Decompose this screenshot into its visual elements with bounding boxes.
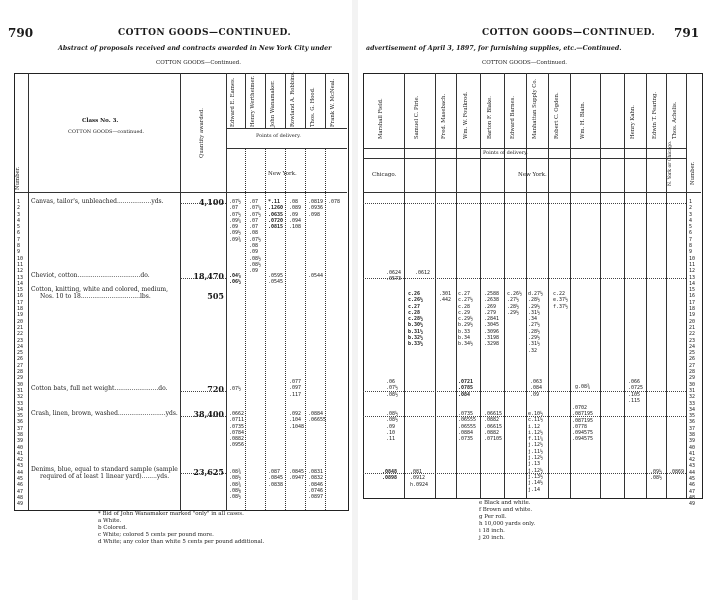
footnote-left-2: a White. xyxy=(98,518,122,524)
bidder-masebach: Fred. Masebach. xyxy=(441,93,447,139)
footnote-right-3: g Per roll. xyxy=(479,514,507,520)
qty-crash: 38,400 xyxy=(193,409,224,419)
bids-knitting-barnes: c.26½ .27½ .28½ .29½ xyxy=(507,291,523,316)
item-cotton-bats: Cotton bats, full net weight.......................do. xyxy=(31,385,168,392)
footnote-left-1: * Bid of John Wanamaker marked "only" in all cases. xyxy=(98,511,244,517)
bids-crash-ogden: .0702 .087195 .087195 .0778 .094575 .094575 xyxy=(572,405,594,443)
footnote-left-4: c White; colored 5 cents per pound more. xyxy=(98,532,214,538)
qty-denims: 23,625 xyxy=(193,467,224,477)
bidder-kahn: Henry Kahn. xyxy=(630,105,636,139)
bids-denim-wanamaker: .087 .0845 .0838 xyxy=(268,469,284,488)
bidder-wertheimer: Henry Wertheimer. xyxy=(250,75,256,127)
bids-bats-robbins: .077 .097 .117 xyxy=(289,379,302,398)
quantity-header: Quantity awarded. xyxy=(199,108,205,158)
city-chicago: Chicago. xyxy=(372,172,397,178)
section-label-left: COTTON GOODS—Continued. xyxy=(156,60,241,66)
bids-bats-kahn: .066 .0725 .105 .115 xyxy=(628,379,644,404)
item-knitting: Cotton, knitting, white and colored, medium, xyxy=(31,286,169,293)
page-number-right: 791 xyxy=(674,26,700,40)
right-page xyxy=(360,0,717,600)
bids-canvas-eames: .07½ .07 .07½ .09¼ .09 .09½ .09¾ xyxy=(229,199,242,243)
class-title: Class No. 3. xyxy=(82,118,119,124)
bids-crash-robbins: .092 .104 .1048 xyxy=(289,411,305,430)
bids-denim-eames: .08¾ .08½ .08¾ .08⅛ .08½ xyxy=(229,469,242,501)
item-denims-line2: required of at least 1 linear yard)........yds. xyxy=(40,473,170,480)
footnote-left-5: d White; any color than white 5 cents per pound additional. xyxy=(98,539,265,545)
bids-canvas-wertheimer: .07 .07¼ .07½ .07 .07 .08 .07½ .08 .09 .08½ .08½ .09 xyxy=(249,199,262,275)
bidder-mcneal: Frank W. McNeal. xyxy=(330,78,336,127)
bids-knitting-pirie: c.26 c.26½ c.27 c.28 c.28½ b.30½ b.31½ b.32½ b.33½ xyxy=(408,291,424,348)
city-new-york-left: New York. xyxy=(268,171,297,177)
footnote-right-4: h 10,000 yards only. xyxy=(479,521,536,527)
bidder-eames: Edward E. Eames. xyxy=(230,77,236,127)
bids-denim-pirie: .081 .0912 h.0924 xyxy=(410,469,429,488)
bids-denim-achelis: .0869 xyxy=(669,469,685,475)
bids-bats-foulkrod: .0721 .0785 .084 xyxy=(458,379,474,398)
bidder-achelis: Thos. Achelis. xyxy=(672,101,678,139)
number-header-right: Number. xyxy=(690,161,696,185)
subtitle-right: advertisement of April 3, 1897, for furnishing supplies, etc.—Continued. xyxy=(366,45,622,52)
bids-denim-fearing: .09½ .08½ xyxy=(650,469,663,482)
bids-crash-blake: .06615 .0882 .06615 .0882 .07105 xyxy=(484,411,503,443)
item-canvas: Canvas, tailor's, unbleached..................yds. xyxy=(31,198,164,205)
bids-denim-robbins: .0845 .0947 xyxy=(289,469,305,482)
bids-canvas-mcneal: .078 xyxy=(328,199,341,205)
bids-knitting-manhattan: d.27½ .28½ .29½ .31½ .34 .27½ .28½ .29½ .31½ .32 xyxy=(528,291,544,354)
bids-cheviot-wanamaker: .0595 .0545 xyxy=(268,273,284,286)
bids-denim-field: .0848 .0898 xyxy=(382,469,398,482)
bids-canvas-hood: .0819 .0936 .098 xyxy=(308,199,324,218)
bidder-foulkrod: Wm. W. Foulkrod. xyxy=(463,91,469,139)
bidder-pirie: Samuel C. Pirie. xyxy=(414,95,420,139)
left-page xyxy=(0,0,350,600)
bidder-hood: Thos. G. Hood. xyxy=(310,87,316,127)
bids-crash-eames: .0662 .0711 .0735 .0784 .0882 .0956 xyxy=(229,411,245,449)
item-crash: Crash, linen, brown, washed.........................yds. xyxy=(31,410,178,417)
page-number-left: 790 xyxy=(8,26,34,40)
bids-cheviot-pirie: .0612 xyxy=(415,270,431,276)
qty-knitting: 505 xyxy=(207,291,224,301)
bids-crash-hood: .0884 .06655 xyxy=(308,411,327,424)
qty-cheviot: 18,470 xyxy=(193,271,224,281)
number-header-left: Number. xyxy=(15,166,21,190)
row-numbers-left: 1 2 3 4 5 6 7 8 9 10 11 12 13 14 15 16 17 18 19 20 21 22 23 24 25 26 27 28 29 30 31 32 33 34 35 36 37 38 39 40 41 42 43 44 45 46 47 48 49 xyxy=(17,199,24,508)
row-numbers-right: 1 2 3 4 5 6 7 8 9 10 11 12 13 14 15 16 17 18 19 20 21 22 23 24 25 26 27 28 29 30 31 32 33 34 35 36 37 38 39 40 41 42 43 44 45 46 47 48 49 xyxy=(689,199,696,508)
points-of-delivery-right: Points of delivery. xyxy=(483,150,528,156)
footnote-right-2: f Brown and white. xyxy=(479,507,533,513)
bids-canvas-wanamaker: *.11 .1260 .0635 .0720 .0815 xyxy=(268,199,284,231)
footnote-right-1: e Black and white. xyxy=(479,500,531,506)
bids-cheviot-eames: .04⅞ .06½ xyxy=(229,273,242,286)
bids-knitting-ogden: c.22 e.37½ f.37½ xyxy=(553,291,569,310)
city-new-york-right: New York. xyxy=(518,172,547,178)
footnote-right-6: j 20 inch. xyxy=(479,535,505,541)
item-knitting-line2: Nos. 10 to 18...............................lbs. xyxy=(40,293,151,300)
bidder-blain: Wm. H. Blain. xyxy=(580,101,586,139)
bids-canvas-robbins: .08 .089 .09 .094 .108 xyxy=(289,199,302,231)
item-denims: Denims, blue, equal to standard sample (sample xyxy=(31,466,178,473)
qty-canvas: 4,100 xyxy=(198,197,224,207)
bidder-barnes: Edward Barnes. xyxy=(510,95,516,139)
bids-crash-manhattan: e.10½ c.11½ i.12 i.12½ f.11¼ j.12½ j.11½ j.12½ j.13 j.12½ j.13½ j.14½ j.14 xyxy=(528,411,544,493)
section-label-right: COTTON GOODS—Continued. xyxy=(482,60,567,66)
city-ny-or-chicago: N. York or Chicago. xyxy=(668,140,673,186)
bidder-ogden: Robert C. Ogden. xyxy=(554,92,560,139)
bids-bats-manhattan: .063 .084 .09 xyxy=(530,379,543,398)
running-head-right: COTTON GOODS—CONTINUED. xyxy=(482,28,656,38)
bids-denim-hood: .0831 .0832 .0846 .0746 .0897 xyxy=(308,469,324,501)
bidder-field: Marshall Field. xyxy=(378,98,384,139)
subtitle-left: Abstract of proposals received and contracts awarded in New York City under xyxy=(58,45,332,52)
footnote-left-3: b Colored. xyxy=(98,525,128,531)
bids-knitting-masebach: .301 .442 xyxy=(439,291,452,304)
bidder-manhattan: Manhattan Supply Co. xyxy=(532,78,538,139)
class-subtitle: COTTON GOODS—continued. xyxy=(68,129,145,135)
bids-cheviot-hood: .0544 xyxy=(308,273,324,279)
bids-bats-eames: .07½ xyxy=(229,386,242,392)
item-cheviot: Cheviot, cotton.................................do. xyxy=(31,272,150,279)
footnote-right-5: i 18 inch. xyxy=(479,528,505,534)
points-of-delivery-left: Points of delivery. xyxy=(256,133,301,139)
bids-bats-blain: g.08¾ xyxy=(575,384,591,390)
page-gutter xyxy=(352,0,358,600)
bids-cheviot-field: .0624 .0573 xyxy=(386,270,402,283)
bidder-fearing: Edwin T. Fearing. xyxy=(652,91,658,139)
bids-knitting-blake: .2588 .2638 .269 .279 .2841 .3045 .3096 .3198 .3298 xyxy=(484,291,500,348)
running-head-left: COTTON GOODS—CONTINUED. xyxy=(118,28,292,38)
bidder-wanamaker: John Wanamaker. xyxy=(270,80,276,127)
bids-bats-field: .06 .07½ .08½ xyxy=(386,379,399,398)
bidder-robbins: Rowland A. Robbins. xyxy=(290,71,296,127)
bidder-blake: Barton F. Blake. xyxy=(487,96,493,139)
qty-cotton-bats: 720 xyxy=(207,384,224,394)
bids-crash-foulkrod: .0735 .06555 .06555 .0884 .0735 xyxy=(458,411,477,443)
bids-knitting-foulkrod: c.27 c.27½ c.28 c.29 c.29½ b.29½ b.33 b.34 b.34½ xyxy=(458,291,474,348)
bids-crash-field: .08½ .08½ .09 .10 .11 xyxy=(386,411,399,443)
